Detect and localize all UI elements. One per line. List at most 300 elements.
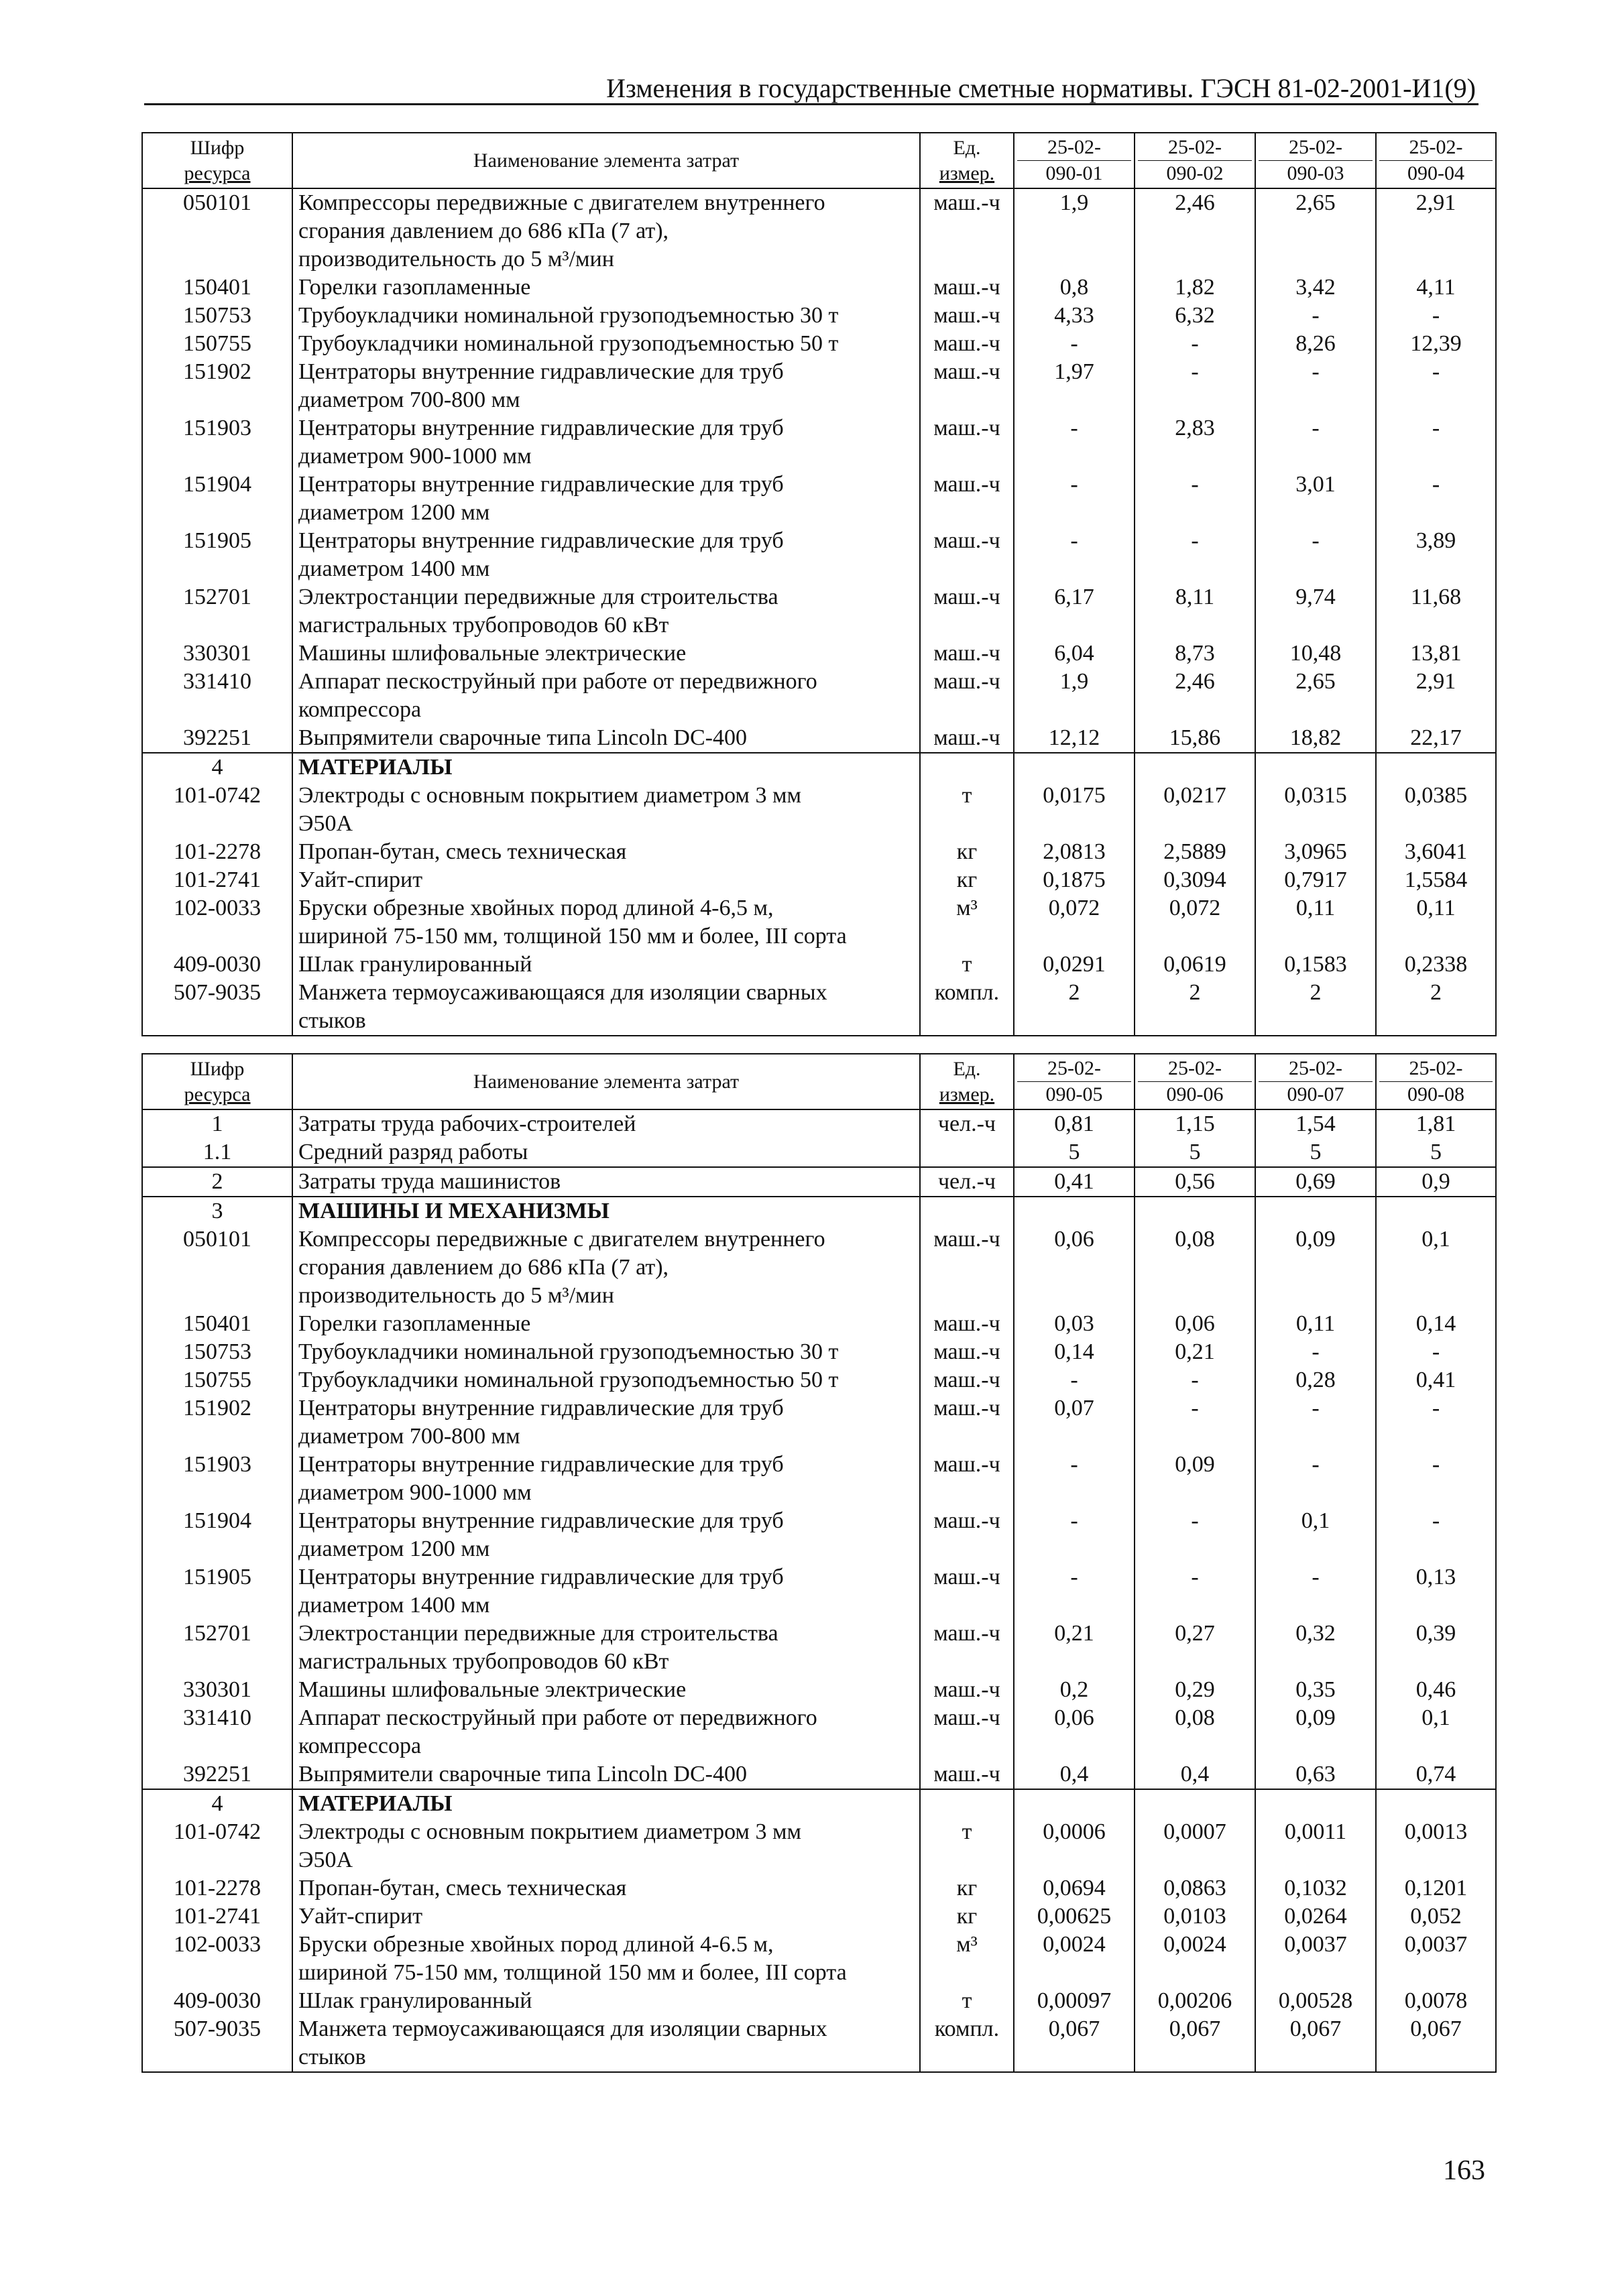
norm-value: - [1255,1338,1376,1366]
norm-value [1014,1197,1135,1225]
norm-value: 0,46 [1376,1676,1496,1704]
unit-of-measure: маш.-ч [920,724,1014,753]
resource-code: 101-2741 [142,1902,292,1931]
resource-name [292,1563,920,1620]
resource-name-line: МАТЕРИАЛЫ [298,1791,453,1816]
norm-value: 2 [1255,979,1376,1036]
resource-name [292,1366,920,1394]
norm-value: - [1135,1394,1255,1451]
running-header [144,71,1478,105]
norm-value: 0,067 [1014,2015,1135,2072]
unit-of-measure: маш.-ч [920,471,1014,527]
norm-value: 0,09 [1255,1704,1376,1760]
norm-value [1135,753,1255,782]
page-number: 163 [1443,2155,1485,2186]
resource-name-line: стыков [298,2045,366,2069]
resource-name [292,1138,920,1167]
resource-name-line: диаметром 1400 мм [298,556,490,581]
norm-value: 2,5889 [1135,838,1255,866]
resource-code: 151902 [142,1394,292,1451]
norm-value: 0,1 [1376,1225,1496,1310]
norm-column-header: 25-02- 090-06 [1135,1054,1255,1109]
norm-value: 2,46 [1135,188,1255,274]
unit-of-measure: маш.-ч [920,274,1014,302]
unit-of-measure: компл. [920,2015,1014,2072]
norm-value: 2 [1014,979,1135,1036]
table-row [142,2015,1496,2072]
table-row [142,838,1496,866]
table-row [142,782,1496,838]
norm-value: 0,0217 [1135,782,1255,838]
resource-code: 101-2741 [142,866,292,894]
table-row [142,1310,1496,1338]
unit-of-measure: маш.-ч [920,1225,1014,1310]
unit-column-header: Ед. измер. [920,133,1014,188]
unit-of-measure: м³ [920,894,1014,951]
norm-value: 5 [1014,1138,1135,1167]
norm-value: 10,48 [1255,640,1376,668]
table-row [142,866,1496,894]
unit-of-measure: маш.-ч [920,1620,1014,1676]
norm-column-header: 25-02- 090-08 [1376,1054,1496,1109]
resource-name-line: Пропан-бутан, смесь техническая [298,1876,627,1900]
norm-value: 2,65 [1255,668,1376,724]
table-row [142,1874,1496,1902]
unit-of-measure: т [920,782,1014,838]
table-row [142,1338,1496,1366]
code-column-header: Шифр ресурса [142,133,292,188]
table-row [142,979,1496,1036]
norm-value: 0,0103 [1135,1902,1255,1931]
unit-of-measure: кг [920,838,1014,866]
norm-value: - [1255,302,1376,330]
table-header [142,133,1496,188]
norm-value: - [1376,358,1496,414]
resource-table-1 [141,132,1497,1036]
norm-value: 0,13 [1376,1563,1496,1620]
norm-value: 0,21 [1135,1338,1255,1366]
resource-name-line: Шлак гранулированный [298,1988,532,2013]
resource-name-line: диаметром 700-800 мм [298,387,520,412]
norm-value: 9,74 [1255,583,1376,640]
table-row [142,1760,1496,1789]
resource-name-line: Электростанции передвижные для строительства [298,1621,778,1646]
resource-name-line: диаметром 700-800 мм [298,1424,520,1449]
resource-name [292,979,920,1036]
norm-value: 0,14 [1014,1338,1135,1366]
unit-of-measure: м³ [920,1931,1014,1987]
resource-name [292,866,920,894]
norm-value: 0,067 [1135,2015,1255,2072]
norm-value: 0,06 [1014,1225,1135,1310]
unit-of-measure: маш.-ч [920,1704,1014,1760]
resource-name-line: диаметром 900-1000 мм [298,444,532,469]
resource-name [292,1874,920,1902]
norm-value: 0,00097 [1014,1987,1135,2015]
norm-value: 8,26 [1255,330,1376,358]
norm-value: 0,0694 [1014,1874,1135,1902]
unit-of-measure: кг [920,1874,1014,1902]
norm-value: 0,39 [1376,1620,1496,1676]
resource-name-line: диаметром 1400 мм [298,1593,490,1618]
resource-name [292,471,920,527]
norm-value: 2,91 [1376,668,1496,724]
norm-value: - [1376,1338,1496,1366]
resource-code: 102-0033 [142,1931,292,1987]
norm-value: 5 [1255,1138,1376,1167]
norm-value: - [1376,1394,1496,1451]
norm-value: 0,08 [1135,1225,1255,1310]
norm-value: 5 [1376,1138,1496,1167]
norm-column-header: 25-02- 090-03 [1255,133,1376,188]
resource-name-line: Центраторы внутренние гидравлические для труб [298,416,784,440]
norm-value: 0,0024 [1014,1931,1135,1987]
resource-code: 151903 [142,414,292,471]
resource-name-line: Э50А [298,811,353,836]
norm-value: 3,89 [1376,527,1496,583]
resource-name-line: Электроды с основным покрытием диаметром 3 мм [298,783,801,808]
norm-value: 15,86 [1135,724,1255,753]
resource-code: 101-0742 [142,782,292,838]
norm-value: 0,00206 [1135,1987,1255,2015]
norm-value: - [1376,302,1496,330]
resource-name [292,527,920,583]
norm-value: 0,0007 [1135,1818,1255,1874]
norm-value: 0,06 [1135,1310,1255,1338]
norm-value: - [1014,1507,1135,1563]
resource-name-line: Выпрямители сварочные типа Lincoln DC-400 [298,1762,747,1787]
resource-code: 050101 [142,1225,292,1310]
norm-value: - [1255,414,1376,471]
resource-code: 050101 [142,188,292,274]
norm-value: 0,052 [1376,1902,1496,1931]
norm-value: 6,04 [1014,640,1135,668]
resource-code: 101-2278 [142,1874,292,1902]
resource-name [292,302,920,330]
norm-value: - [1255,358,1376,414]
resource-code: 507-9035 [142,979,292,1036]
resource-name-line: Выпрямители сварочные типа Lincoln DC-400 [298,725,747,750]
table-row [142,1138,1496,1167]
resource-code: 3 [142,1197,292,1225]
norm-value [1255,753,1376,782]
norm-value: - [1014,1366,1135,1394]
norm-value: 12,39 [1376,330,1496,358]
resource-name-line: Центраторы внутренние гидравлические для труб [298,1452,784,1477]
norm-value: 6,17 [1014,583,1135,640]
norm-value: 13,81 [1376,640,1496,668]
resource-code: 150755 [142,1366,292,1394]
resource-code: 4 [142,1789,292,1818]
unit-of-measure [920,753,1014,782]
unit-of-measure: маш.-ч [920,527,1014,583]
table-row [142,1394,1496,1451]
resource-name-line: Бруски обрезные хвойных пород длиной 4-6.5 м, [298,1932,774,1957]
resource-name-line: магистральных трубопроводов 60 кВт [298,1649,669,1674]
resource-code: 101-0742 [142,1818,292,1874]
norm-value: 0,09 [1255,1225,1376,1310]
norm-value: 0,072 [1014,894,1135,951]
resource-name [292,1507,920,1563]
resource-name-line: Машины шлифовальные электрические [298,1677,687,1702]
norm-value: 0,1875 [1014,866,1135,894]
unit-of-measure: маш.-ч [920,1507,1014,1563]
norm-value: 0,067 [1255,2015,1376,2072]
norm-value: 0,0385 [1376,782,1496,838]
resource-name-line: Центраторы внутренние гидравлические для труб [298,528,784,553]
norm-value: 12,12 [1014,724,1135,753]
unit-of-measure [920,1138,1014,1167]
unit-of-measure: маш.-ч [920,640,1014,668]
norm-value: 0,74 [1376,1760,1496,1789]
resource-code: 151904 [142,1507,292,1563]
resource-code: 150401 [142,274,292,302]
norm-value [1135,1197,1255,1225]
resource-code: 330301 [142,1676,292,1704]
resource-name [292,1931,920,1987]
resource-name-line: производительность до 5 м³/мин [298,1283,614,1308]
norm-value: - [1135,330,1255,358]
norm-value: 0,1583 [1255,951,1376,979]
unit-of-measure: маш.-ч [920,668,1014,724]
norm-value: 0,09 [1135,1451,1255,1507]
resource-name-line: Манжета термоусаживающаяся для изоляции сварных [298,2016,827,2041]
resource-name-line: Центраторы внутренние гидравлические для труб [298,1565,784,1589]
table-row [142,1931,1496,1987]
resource-name-line: Затраты труда рабочих-строителей [298,1111,636,1136]
norm-value: 0,2 [1014,1676,1135,1704]
norm-value: 0,14 [1376,1310,1496,1338]
norm-value: 2,65 [1255,188,1376,274]
norm-value: 0,69 [1255,1167,1376,1197]
resource-name [292,838,920,866]
resource-code: 151905 [142,1563,292,1620]
unit-column-header: Ед. измер. [920,1054,1014,1109]
resource-code: 4 [142,753,292,782]
resource-name [292,1338,920,1366]
norm-value: 0,06 [1014,1704,1135,1760]
norm-value: 2 [1376,979,1496,1036]
norm-value: - [1014,330,1135,358]
norm-value: 0,0024 [1135,1931,1255,1987]
table-row [142,1704,1496,1760]
norm-value: 2,46 [1135,668,1255,724]
name-column-header: Наименование элемента затрат [292,133,920,188]
table-row [142,1563,1496,1620]
resource-name [292,1704,920,1760]
unit-of-measure: т [920,1987,1014,2015]
resource-code: 152701 [142,583,292,640]
resource-name-line: шириной 75-150 мм, толщиной 150 мм и более, III сорта [298,1960,847,1985]
unit-of-measure [920,1789,1014,1818]
norm-value: 0,32 [1255,1620,1376,1676]
norm-value: 0,35 [1255,1676,1376,1704]
resource-name-line: сгорания давлением до 686 кПа (7 ат), [298,219,669,243]
norm-value: 0,11 [1255,1310,1376,1338]
resource-name-line: Аппарат пескоструйный при работе от передвижного [298,669,817,694]
resource-name [292,1197,920,1225]
norm-value: - [1376,414,1496,471]
norm-value: - [1135,471,1255,527]
resource-code: 507-9035 [142,2015,292,2072]
resource-code: 330301 [142,640,292,668]
norm-value: 0,81 [1014,1109,1135,1138]
table-row [142,414,1496,471]
resource-code: 150401 [142,1310,292,1338]
norm-value [1376,1789,1496,1818]
table-row [142,1109,1496,1138]
norm-value: 3,6041 [1376,838,1496,866]
norm-value: 0,0264 [1255,1902,1376,1931]
resource-name [292,1818,920,1874]
resource-name [292,640,920,668]
resource-name [292,753,920,782]
unit-of-measure: маш.-ч [920,414,1014,471]
norm-value: 1,9 [1014,668,1135,724]
norm-value: - [1376,1451,1496,1507]
resource-code: 150753 [142,302,292,330]
norm-value: 0,00625 [1014,1902,1135,1931]
norm-value [1014,753,1135,782]
resource-code: 150753 [142,1338,292,1366]
norm-value: 0,0037 [1255,1931,1376,1987]
norm-value: 0,2338 [1376,951,1496,979]
resource-name [292,951,920,979]
resource-code: 392251 [142,1760,292,1789]
norm-value: 18,82 [1255,724,1376,753]
resource-name [292,1620,920,1676]
section-row [142,753,1496,782]
resource-name-line: Трубоукладчики номинальной грузоподъемностью 30 т [298,303,839,328]
norm-value: 1,97 [1014,358,1135,414]
resource-name [292,583,920,640]
norm-value: 0,41 [1014,1167,1135,1197]
norm-value: 0,0619 [1135,951,1255,979]
unit-of-measure: маш.-ч [920,188,1014,274]
section-row [142,1789,1496,1818]
norm-value: - [1014,527,1135,583]
unit-of-measure: маш.-ч [920,1760,1014,1789]
norm-value: 2 [1135,979,1255,1036]
unit-of-measure: маш.-ч [920,1563,1014,1620]
resource-name [292,894,920,951]
norm-value: 4,33 [1014,302,1135,330]
norm-value: 0,0078 [1376,1987,1496,2015]
norm-value: - [1014,1451,1135,1507]
resource-name [292,1902,920,1931]
unit-of-measure: маш.-ч [920,358,1014,414]
norm-value: - [1255,1394,1376,1451]
norm-value: 0,0291 [1014,951,1135,979]
norm-value: 3,0965 [1255,838,1376,866]
table-row [142,668,1496,724]
table-row [142,1676,1496,1704]
resource-name-line: диаметром 1200 мм [298,500,490,525]
resource-code: 1.1 [142,1138,292,1167]
norm-value: 0,41 [1376,1366,1496,1394]
resource-name [292,1167,920,1197]
norm-value: 8,11 [1135,583,1255,640]
table-row [142,583,1496,640]
table-row [142,274,1496,302]
norm-column-header: 25-02- 090-07 [1255,1054,1376,1109]
table-row [142,1818,1496,1874]
resource-code: 152701 [142,1620,292,1676]
norm-value: - [1255,1451,1376,1507]
table-row [142,1366,1496,1394]
norm-value: 0,072 [1135,894,1255,951]
resource-code: 150755 [142,330,292,358]
resource-name-line: Электроды с основным покрытием диаметром 3 мм [298,1819,801,1844]
table-row [142,188,1496,274]
resource-name-line: Электростанции передвижные для строительства [298,585,778,609]
norm-value: 1,82 [1135,274,1255,302]
table-header [142,1054,1496,1109]
name-column-header: Наименование элемента затрат [292,1054,920,1109]
norm-value: 0,067 [1376,2015,1496,2072]
norm-value: 0,08 [1135,1704,1255,1760]
norm-value: 0,0863 [1135,1874,1255,1902]
resource-name [292,2015,920,2072]
norm-value: 0,1 [1376,1704,1496,1760]
resource-name-line: Трубоукладчики номинальной грузоподъемностью 50 т [298,331,839,356]
table-row [142,527,1496,583]
resource-code: 409-0030 [142,1987,292,2015]
resource-name-line: Трубоукладчики номинальной грузоподъемностью 30 т [298,1339,839,1364]
resource-name-line: производительность до 5 м³/мин [298,247,614,271]
norm-value [1255,1197,1376,1225]
resource-name-line: Э50А [298,1848,353,1872]
norm-value: 5 [1135,1138,1255,1167]
norm-value: 22,17 [1376,724,1496,753]
resource-name [292,782,920,838]
norm-value: 8,73 [1135,640,1255,668]
norm-value: 0,9 [1376,1167,1496,1197]
resource-name-line: Трубоукладчики номинальной грузоподъемностью 50 т [298,1368,839,1392]
resource-code: 151903 [142,1451,292,1507]
unit-of-measure: компл. [920,979,1014,1036]
norm-value: 0,27 [1135,1620,1255,1676]
table-row [142,640,1496,668]
table-row [142,1987,1496,2015]
resource-name [292,1394,920,1451]
resource-name [292,188,920,274]
norm-value: 0,1201 [1376,1874,1496,1902]
norm-value: 0,4 [1135,1760,1255,1789]
section-row [142,1197,1496,1225]
norm-value: - [1135,1366,1255,1394]
norm-value: 0,28 [1255,1366,1376,1394]
norm-value: - [1255,527,1376,583]
norm-value [1014,1789,1135,1818]
norm-value: - [1376,471,1496,527]
header-title: Изменения в государственные сметные нормативы. ГЭСН 81-02-2001-И1(9) [606,73,1476,103]
unit-of-measure: т [920,1818,1014,1874]
norm-value: 0,56 [1135,1167,1255,1197]
norm-value: 0,8 [1014,274,1135,302]
norm-value: 0,4 [1014,1760,1135,1789]
resource-name [292,1760,920,1789]
resource-name [292,358,920,414]
norm-value: - [1014,414,1135,471]
unit-of-measure: маш.-ч [920,1676,1014,1704]
resource-name-line: Центраторы внутренние гидравлические для труб [298,359,784,384]
unit-of-measure: маш.-ч [920,1451,1014,1507]
norm-value: - [1135,1507,1255,1563]
unit-of-measure: маш.-ч [920,1310,1014,1338]
norm-value [1376,1197,1496,1225]
unit-of-measure: маш.-ч [920,302,1014,330]
